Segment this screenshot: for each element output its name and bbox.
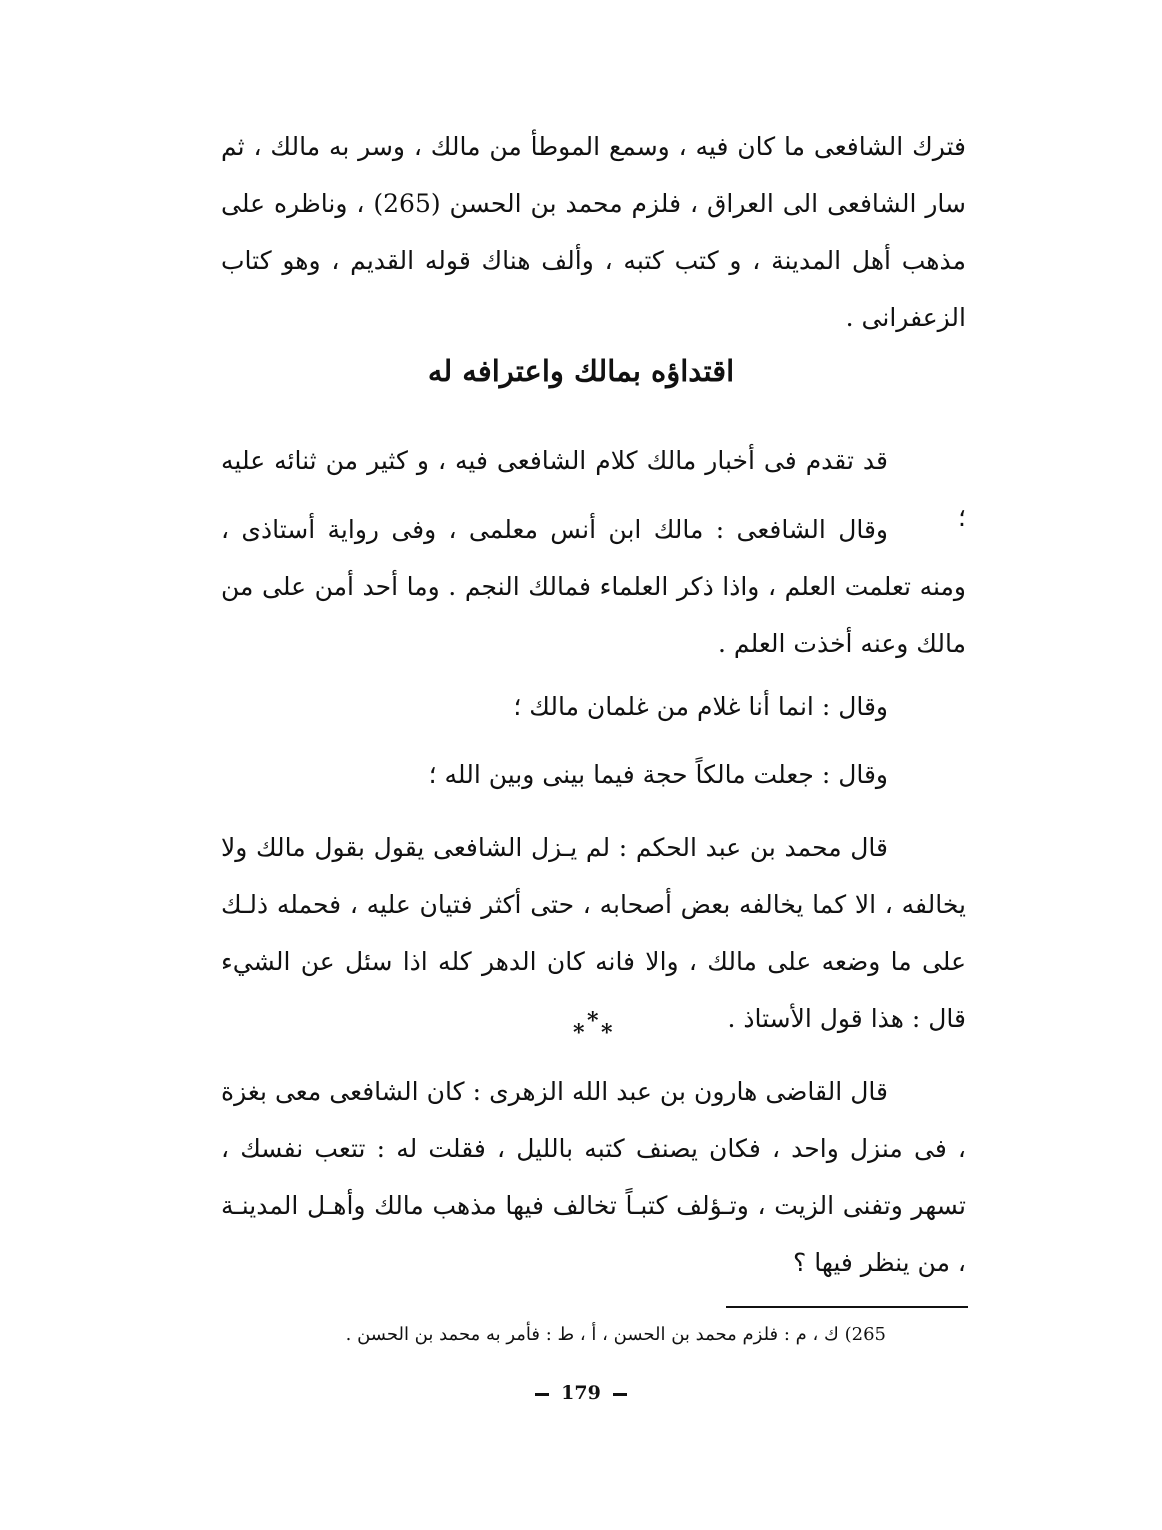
paragraph-3: وقال : انما أنا غلام من غلمان مالك ؛ <box>513 692 888 721</box>
section-heading: اقتداؤه بمالك واعترافه له <box>427 354 735 388</box>
paragraph-2: وقال الشافعى : مالك ابن أنس معلمى ، وفى رواية أستاذى ، ومنه تعلمت العلم ، واذا ذكر العلماء فمالك النجم . وما أحد أمن على من مالك وعنه أخذت العلم . <box>221 515 966 658</box>
section-separator-asterisks: * * * <box>573 1008 613 1046</box>
paragraph-1: قد تقدم فى أخبار مالك كلام الشافعى فيه ، و كثير من ثنائه عليه ؛ <box>221 446 966 532</box>
page-number-dash-left <box>535 1393 549 1396</box>
footnote: 265) ك ، م : فلزم محمد بن الحسن ، أ ، ط : فأمر به محمد بن الحسن . <box>345 1324 886 1345</box>
footnote-divider <box>726 1306 968 1308</box>
paragraph-4: وقال : جعلت مالكاً حجة فيما بينى وبين الله ؛ <box>428 760 888 789</box>
paragraph-5: قال محمد بن عبد الحكم : لم يـزل الشافعى يقول بقول مالك ولا يخالفه ، الا كما يخالفه بعض أصحابه ، حتى أكثر فتيان عليه ، فحمله ذلـك على ما وضعه على مالك ، والا فانه كان الدهر كله اذا سئل عن الشيء قال : هذا قول الأستاذ . <box>221 833 966 1033</box>
page-number-value: 179 <box>561 1382 601 1404</box>
paragraph-6: قال القاضى هارون بن عبد الله الزهرى : كان الشافعى معى بغزة ، فى منزل واحد ، فكان يصنف كتبه بالليل ، فقلت له : تتعب نفسك ، تسهر وتفنى الزيت ، وتـؤلف كتبـاً تخالف فيها مذهب مالك وأهـل المدينـة ، من ينظر فيها ؟ <box>221 1077 966 1277</box>
page-number <box>0 1378 1162 1408</box>
page-number-dash-right <box>613 1393 627 1396</box>
intro-paragraph: فترك الشافعى ما كان فيه ، وسمع الموطأ من مالك ، وسر به مالك ، ثم سار الشافعى الى العراق ، فلزم محمد بن الحسن (265) ، وناظره على مذهب أهل المدينة ، و كتب كتبه ، وألف هناك قوله القديم ، وهو كتاب الزعفرانى . <box>221 132 966 332</box>
